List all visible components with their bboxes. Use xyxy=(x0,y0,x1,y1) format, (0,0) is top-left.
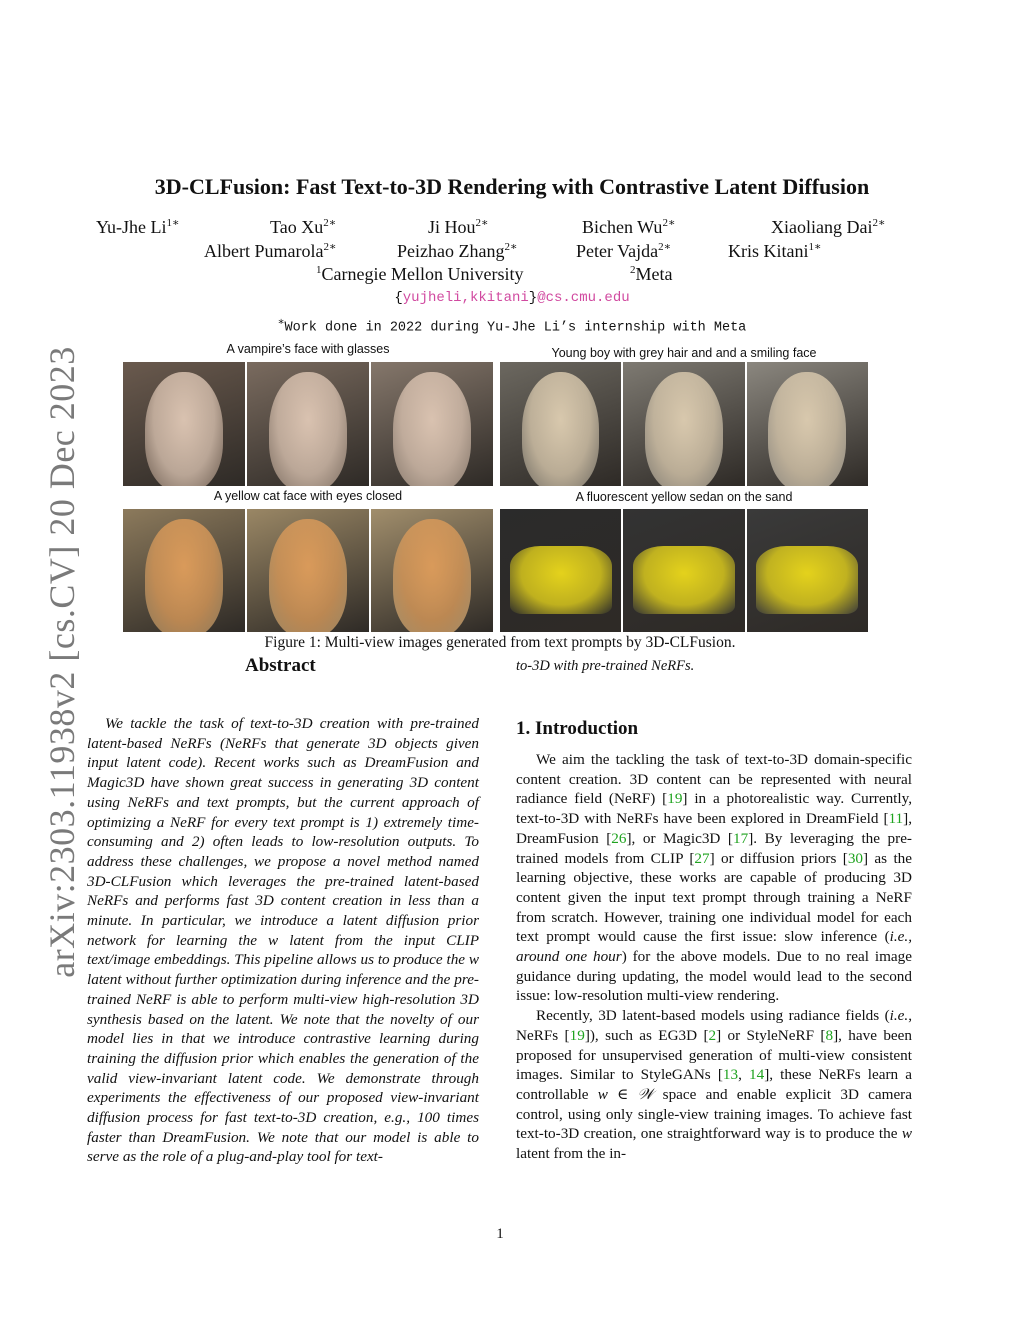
author: Peter Vajda$^{2∗}$ xyxy=(576,241,672,261)
paper-title: 3D-CLFusion: Fast Text-to-3D Rendering with Contrastive Latent Diffusion xyxy=(154,174,870,199)
citation-link[interactable]: 11 xyxy=(888,810,904,828)
page-number: 1 xyxy=(496,1226,504,1242)
affiliation: $^2$Meta xyxy=(630,264,673,284)
panel-caption-boy: Young boy with grey hair and and a smiling face xyxy=(551,346,817,360)
citation-link[interactable]: 2 xyxy=(708,1026,717,1044)
generated-view-image xyxy=(247,509,369,632)
subject-shape xyxy=(756,546,858,614)
author: Kris Kitani$^{1∗}$ xyxy=(728,241,822,261)
author: Tao $Xu^{2∗}$ xyxy=(270,217,337,237)
footnote-internship: ∗Work done in 2022 during Yu-Jhe Li’s internship with Meta xyxy=(277,317,747,336)
generated-view-image xyxy=(623,362,744,486)
introduction-text xyxy=(516,750,912,1164)
author: Bichen $Wu^{2∗}$ xyxy=(582,217,676,237)
author: Ji Hou$^{2∗}$ xyxy=(428,217,489,237)
generated-view-image xyxy=(123,362,245,486)
generated-view-image xyxy=(371,509,493,632)
generated-view-image xyxy=(500,509,621,632)
generated-view-image xyxy=(371,362,493,486)
author: Xiaoliang Dai$^{2∗}$ xyxy=(771,217,886,237)
subject-shape xyxy=(522,372,600,486)
subject-shape xyxy=(393,519,471,632)
generated-view-image xyxy=(623,509,744,632)
citation-link[interactable]: 13 xyxy=(722,1066,739,1084)
image-strip-cat xyxy=(123,509,493,632)
subject-shape xyxy=(145,372,223,486)
abstract-text: We tackle the task of text-to-3D creation with pre-trained latent-based NeRFs (NeRFs that generate 3D objects given input latent code). Recent works such as DreamFusion and Magic3D have shown great success in generating 3D content using NeRFs and text prompts, but the current approach of optimizing a NeRF for every text prompt is 1) extremely time-consuming and 2) often leads to low-resolution outputs. To address these challenges, we propose a novel method named 3D-CLFusion which leverages the pre-trained latent-based NeRFs and performs fast 3D content creation in less than a minute. In particular, we introduce a latent diffusion prior network for learning the w latent from the input CLIP text/image embeddings. This pipeline allows us to produce the w latent without further optimization during inference and the pre-trained NeRF is able to perform multi-view high-resolution 3D synthesis based on the latent. We note that the novelty of our model lies in that we introduce contrastive learning during training the diffusion prior which enables the generation of the valid view-invariant latent code. We demonstrate through experiments the effectiveness of our proposed view-invariant diffusion process for fast text-to-3D creation, e.g., 100 times faster than DreamFusion. We note that our model is able to serve as the role of a plug-and-play tool for text- xyxy=(87,715,479,1166)
citation-link[interactable]: 19 xyxy=(569,1026,585,1044)
contact-email[interactable]: {yujheli,kkitani}@cs.cmu.edu xyxy=(394,290,630,306)
abstract-heading: Abstract xyxy=(245,655,316,676)
subject-shape xyxy=(633,546,735,614)
citation-link[interactable]: 26 xyxy=(611,829,627,847)
citation-link[interactable]: 17 xyxy=(733,829,749,847)
generated-view-image xyxy=(747,362,868,486)
citation-link[interactable]: 27 xyxy=(694,849,710,867)
affiliation: $^1$Carnegie Mellon University xyxy=(316,264,524,284)
panel-caption-cat: A yellow cat face with eyes closed xyxy=(213,489,403,503)
figure-caption: Figure 1: Multi-view images generated from text prompts by 3D-CLFusion. xyxy=(264,634,736,651)
intro-paragraph-2: Recently, 3D latent-based models using radiance fields (i.e., NeRFs [19]), such as EG3D [2] or StyleNeRF [8], have been proposed for unsupervised generation of multi-view consistent images. Similar to StyleGANs [13, 14], these NeRFs learn a controllable w ∈ 𝒲 space and enable explicit 3D camera control, using only single-view training images. To achieve fast text-to-3D creation, one straightforward way is to produce the w latent from the in- xyxy=(516,1007,912,1163)
citation-link[interactable]: 8 xyxy=(825,1026,834,1044)
generated-view-image xyxy=(500,362,621,486)
image-strip-vampire xyxy=(123,362,493,486)
author: Albert Pumarola$^{2∗}$ xyxy=(204,241,337,261)
subject-shape xyxy=(645,372,723,486)
intro-paragraph-1: We aim the tackling the task of text-to-3D domain-specific content creation. 3D content can be represented with neural radiance field (NeRF) [19] in a photorealistic way. Currently, text-to-3D with NeRFs have been explored in DreamField [11], DreamFusion [26], or Magic3D [17]. By leveraging the pre-trained models from CLIP [27] or diffusion priors [30] as the learning objective, these works are capable of producing 3D content given the input text prompt through training a NeRF from scratch. However, training one individual model for each text prompt would cause the first issue: slow inference (i.e., around one hour) for the above models. Due to no real image guidance during updating, the model would lead to the second issue: low-resolution multi-view rendering. xyxy=(516,751,913,1005)
subject-shape xyxy=(269,372,347,486)
subject-shape xyxy=(269,519,347,632)
abstract-continuation: to-3D with pre-trained NeRFs. xyxy=(516,658,695,674)
subject-shape xyxy=(393,372,471,486)
author: Peizhao Zhang$^{2∗}$ xyxy=(397,241,518,261)
arxiv-identifier: arXiv:2303.11938v2 [cs.CV] 20 Dec 2023 xyxy=(42,346,82,978)
citation-link[interactable]: 19 xyxy=(667,790,683,808)
subject-shape xyxy=(510,546,612,614)
section-heading-introduction: 1. Introduction xyxy=(516,718,639,739)
generated-view-image xyxy=(123,509,245,632)
subject-shape xyxy=(768,372,846,486)
subject-shape xyxy=(145,519,223,632)
author: Yu-Jhe $Li^{1∗}$ xyxy=(96,217,180,237)
image-strip-sedan xyxy=(500,509,868,632)
citation-link[interactable]: 30 xyxy=(847,849,864,867)
panel-caption-sedan: A fluorescent yellow sedan on the sand xyxy=(575,490,793,504)
generated-view-image xyxy=(747,509,868,632)
citation-link[interactable]: 14 xyxy=(749,1066,765,1084)
panel-caption-vampire: A vampire’s face with glasses xyxy=(226,342,390,356)
generated-view-image xyxy=(247,362,369,486)
image-strip-boy xyxy=(500,362,868,486)
